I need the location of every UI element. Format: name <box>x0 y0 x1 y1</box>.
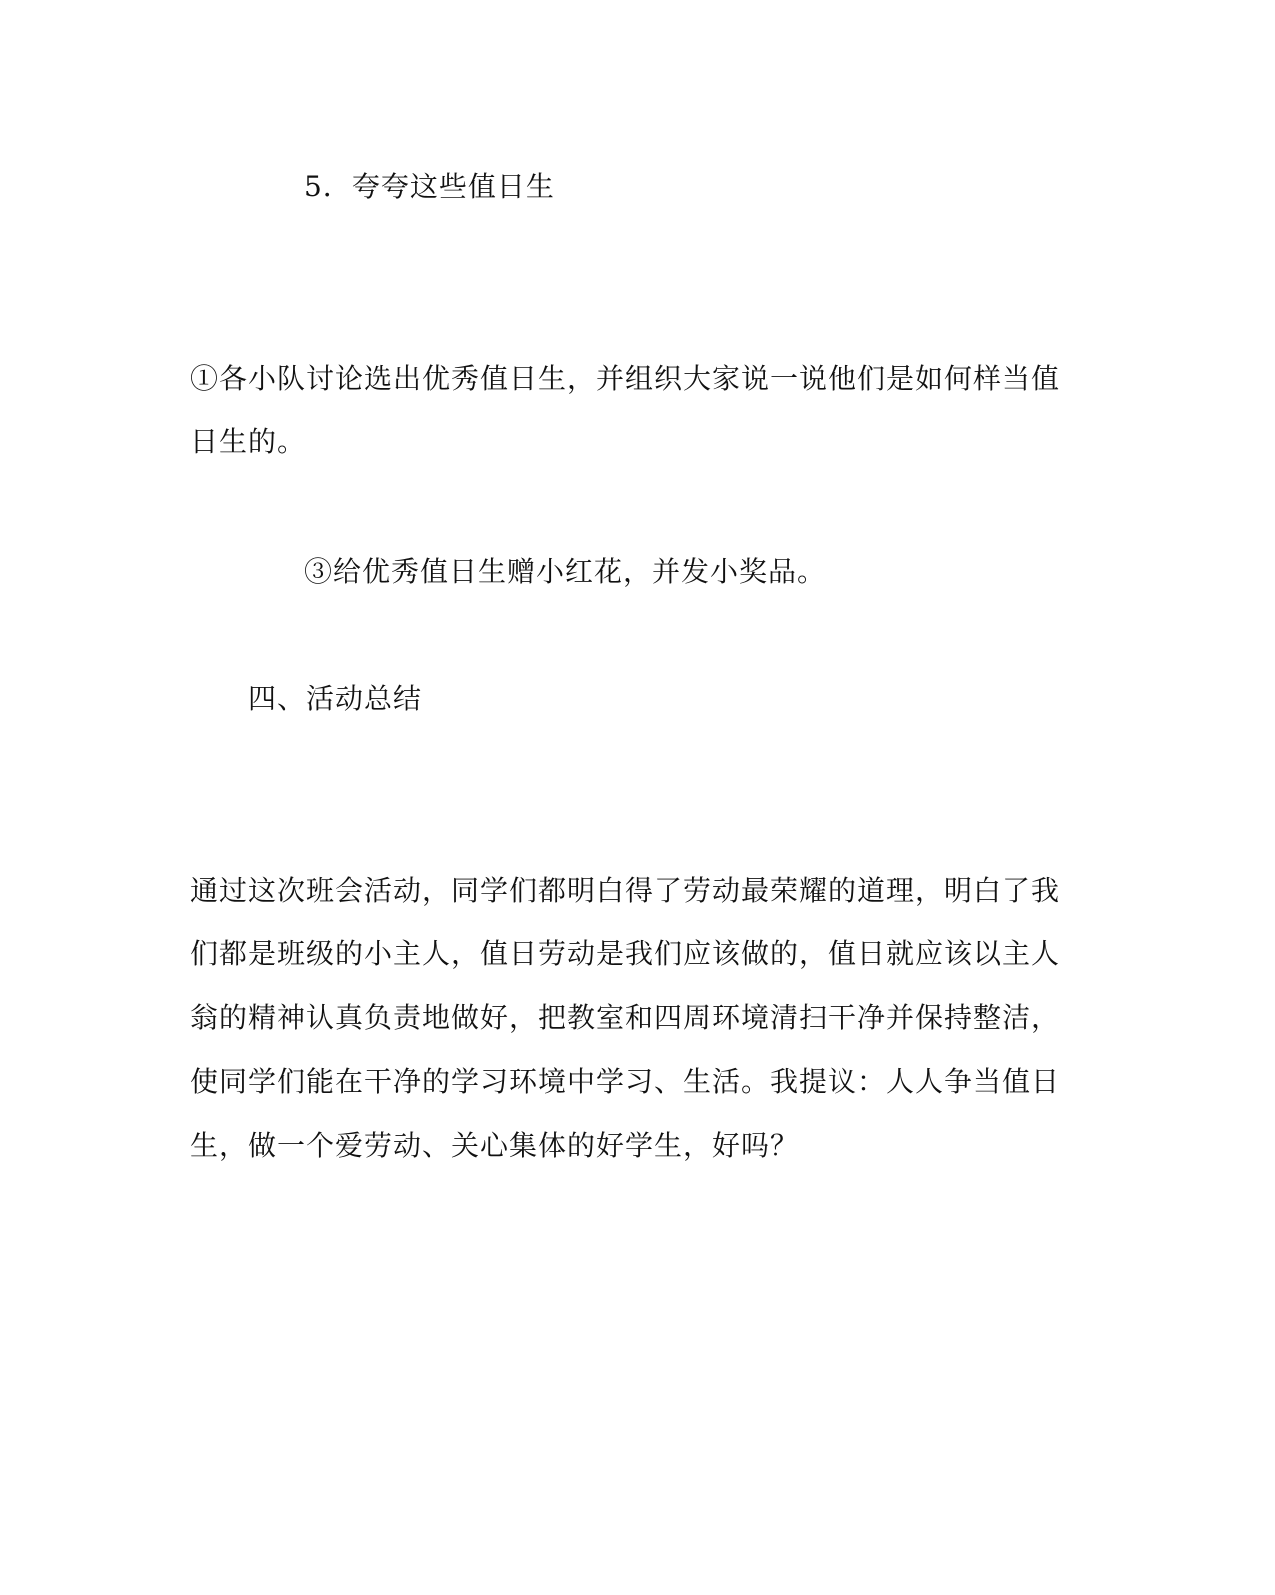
summary-line-2: 们都是班级的小主人，值日劳动是我们应该做的，值日就应该以主人 <box>190 937 1061 970</box>
heading-item-5: 5．夸夸这些值日生 <box>304 170 555 203</box>
list-item-1-line-2: 日生的。 <box>190 425 307 458</box>
summary-line-3: 翁的精神认真负责地做好，把教室和四周环境清扫干净并保持整洁， <box>190 1001 1061 1034</box>
summary-line-4: 使同学们能在干净的学习环境中学习、生活。我提议：人人争当值日 <box>190 1065 1061 1098</box>
list-item-1-line-1: ①各小队讨论选出优秀值日生，并组织大家说一说他们是如何样当值 <box>190 362 1061 395</box>
summary-line-1: 通过这次班会活动，同学们都明白得了劳动最荣耀的道理，明白了我 <box>190 874 1061 907</box>
summary-line-5: 生，做一个爱劳动、关心集体的好学生，好吗？ <box>190 1129 800 1162</box>
list-item-3: ③给优秀值日生赠小红花，并发小奖品。 <box>304 555 827 588</box>
section-heading-4: 四、活动总结 <box>248 682 423 715</box>
